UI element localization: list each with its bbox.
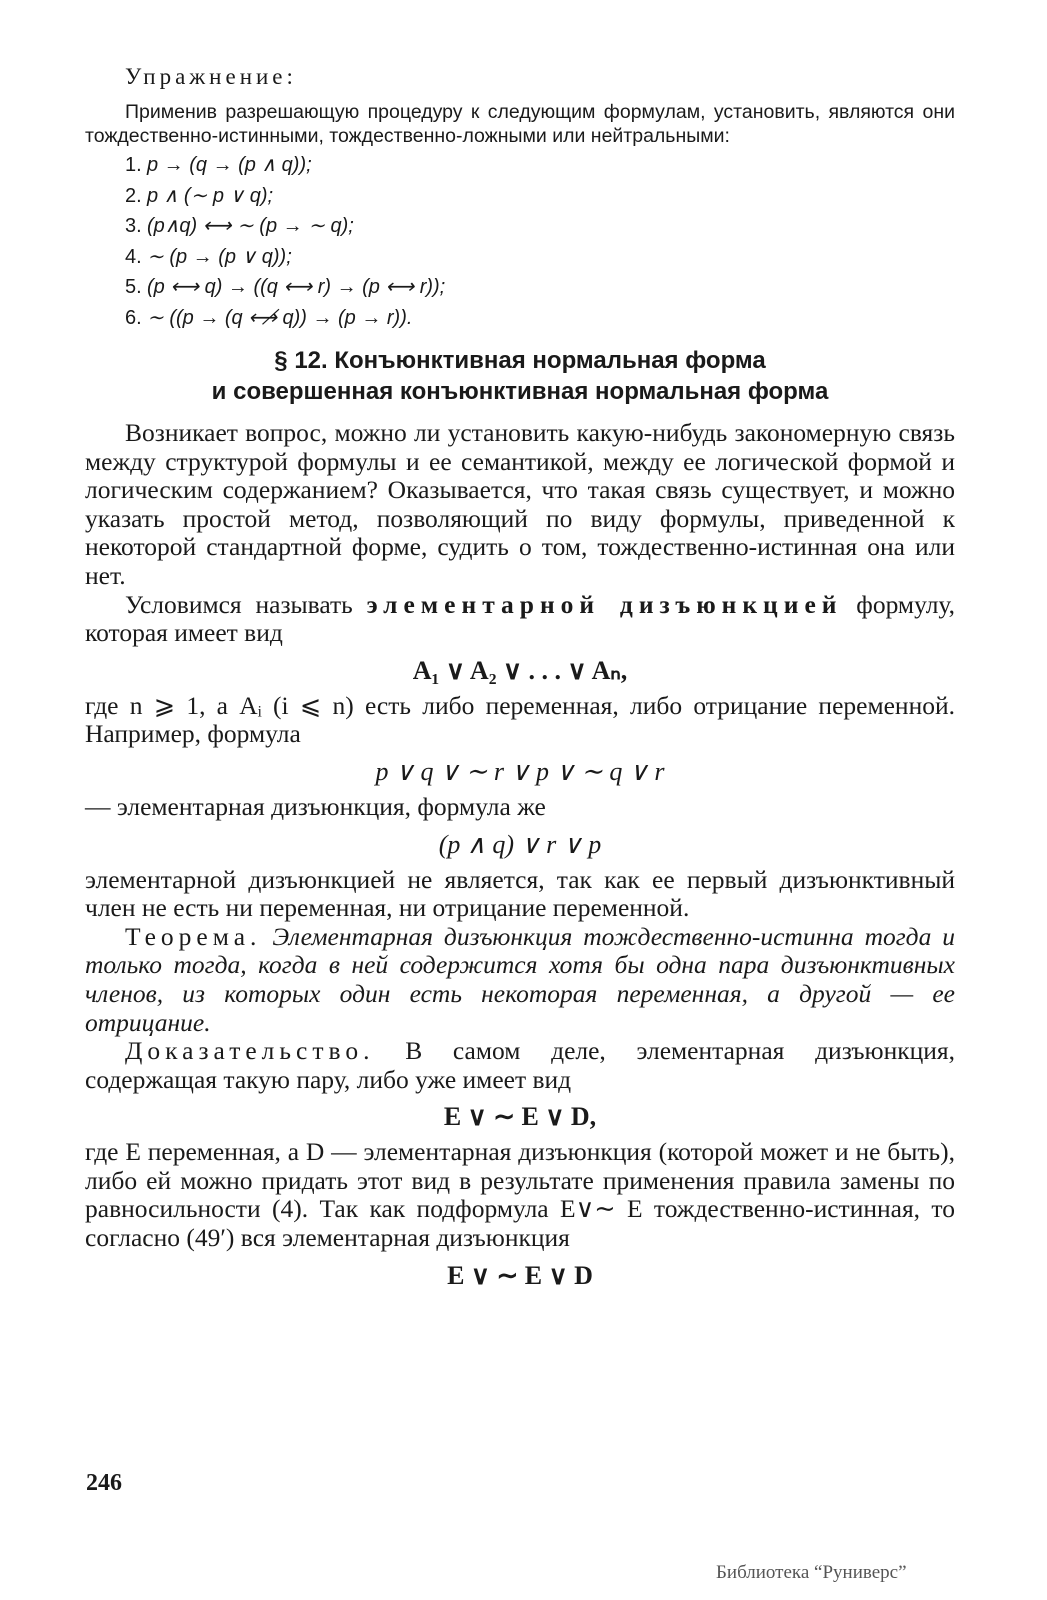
theorem-text: Элементарная дизъюнкция тождественно-истинна тогда и только тогда, когда в ней содержится хотя бы одна пара дизъюнктивных членов, из которых один есть некоторая переменная, а другой — ее отрицание. — [85, 921, 955, 1037]
formula-4: E ∨ ∼ E ∨ D, — [443, 1102, 597, 1132]
formula-3: (p ∧ q) ∨ r ∨ p — [438, 829, 602, 859]
library-watermark: Библиотека “Руниверс” — [716, 1562, 907, 1583]
section-title — [85, 345, 955, 407]
page-number: 246 — [86, 1470, 122, 1496]
theorem-label: Теорема. — [125, 921, 262, 951]
paragraph-4: — элементарная дизъюнкция, формула же — [85, 791, 546, 821]
section-title-line1: § 12. Конъюнктивная нормальная форма — [274, 347, 766, 374]
formula-1: A₁ ∨ A₂ ∨ . . . ∨ Aₙ, — [412, 655, 628, 685]
paragraph-3: где n ⩾ 1, а Aᵢ (i ⩽ n) есть либо переменная, либо отрицание переменной. Например, формула — [85, 690, 955, 749]
exercise-item: 6. ∼ ((p → (q ⟷̸ q)) → (p → r)). — [125, 306, 413, 329]
exercise-item: 3. (p∧q) ⟷ ∼ (p → ∼ q); — [125, 215, 354, 237]
term-elementary-disjunction: элементарной дизъюнкцией — [366, 589, 843, 619]
paragraph-6: где E переменная, а D — элементарная дизъюнкция (которой может и не быть), либо ей можно придать этот вид в результате применения правила замены по равносильности (4). Так как подформула E∨∼ E тождественно-истинная, то согласно (49′) вся элементарная дизъюнкция — [85, 1137, 955, 1253]
formula-5: E ∨ ∼ E ∨ D — [447, 1260, 593, 1290]
exercise-item: 5. (p ⟷ q) → ((q ⟷ r) → (p ⟷ r)); — [125, 276, 446, 298]
exercise-item: 4. ∼ (p → (p ∨ q)); — [125, 245, 292, 268]
exercise-list — [125, 150, 955, 333]
proof — [85, 1037, 955, 1094]
section-title-line2: и совершенная конъюнктивная нормальная форма — [211, 378, 829, 405]
theorem — [85, 923, 955, 1037]
proof-label: Доказательство. — [125, 1036, 375, 1066]
proof-text: В самом деле, элементарная дизъюнкция, содержащая такую пару, либо уже имеет вид — [85, 1036, 956, 1094]
paragraph-5: элементарной дизъюнкцией не является, так как ее первый дизъюнктивный член не есть ни переменная, ни отрицание переменной. — [85, 864, 955, 923]
formula-2: p ∨ q ∨ ∼ r ∨ p ∨ ∼ q ∨ r — [375, 756, 665, 786]
exercise-item: 2. p ∧ (∼ p ∨ q); — [125, 184, 274, 207]
page-content — [85, 62, 955, 1297]
exercise-item: 1. p → (q → (p ∧ q)); — [125, 154, 312, 176]
paragraph-2: Условимся называть элементарной дизъюнкцией формулу, которая имеет вид — [85, 589, 955, 648]
paragraph-1: Возникает вопрос, можно ли установить какую-нибудь закономерную связь между структурой формулы и ее семантикой, между ее логической формой и логическим содержанием? Оказывается, что такая связь существует, и можно указать простой метод, позволяющий по виду формулы, приведенной к некоторой стандартной форме, судить о том, тождественно-истинная она или нет. — [85, 418, 955, 590]
exercise-intro: Применив разрешающую процедуру к следующим формулам, установить, являются они тождественно-истинными, тождественно-ложными или нейтральными: — [85, 101, 955, 147]
exercise-heading: Упражнение: — [125, 64, 297, 89]
